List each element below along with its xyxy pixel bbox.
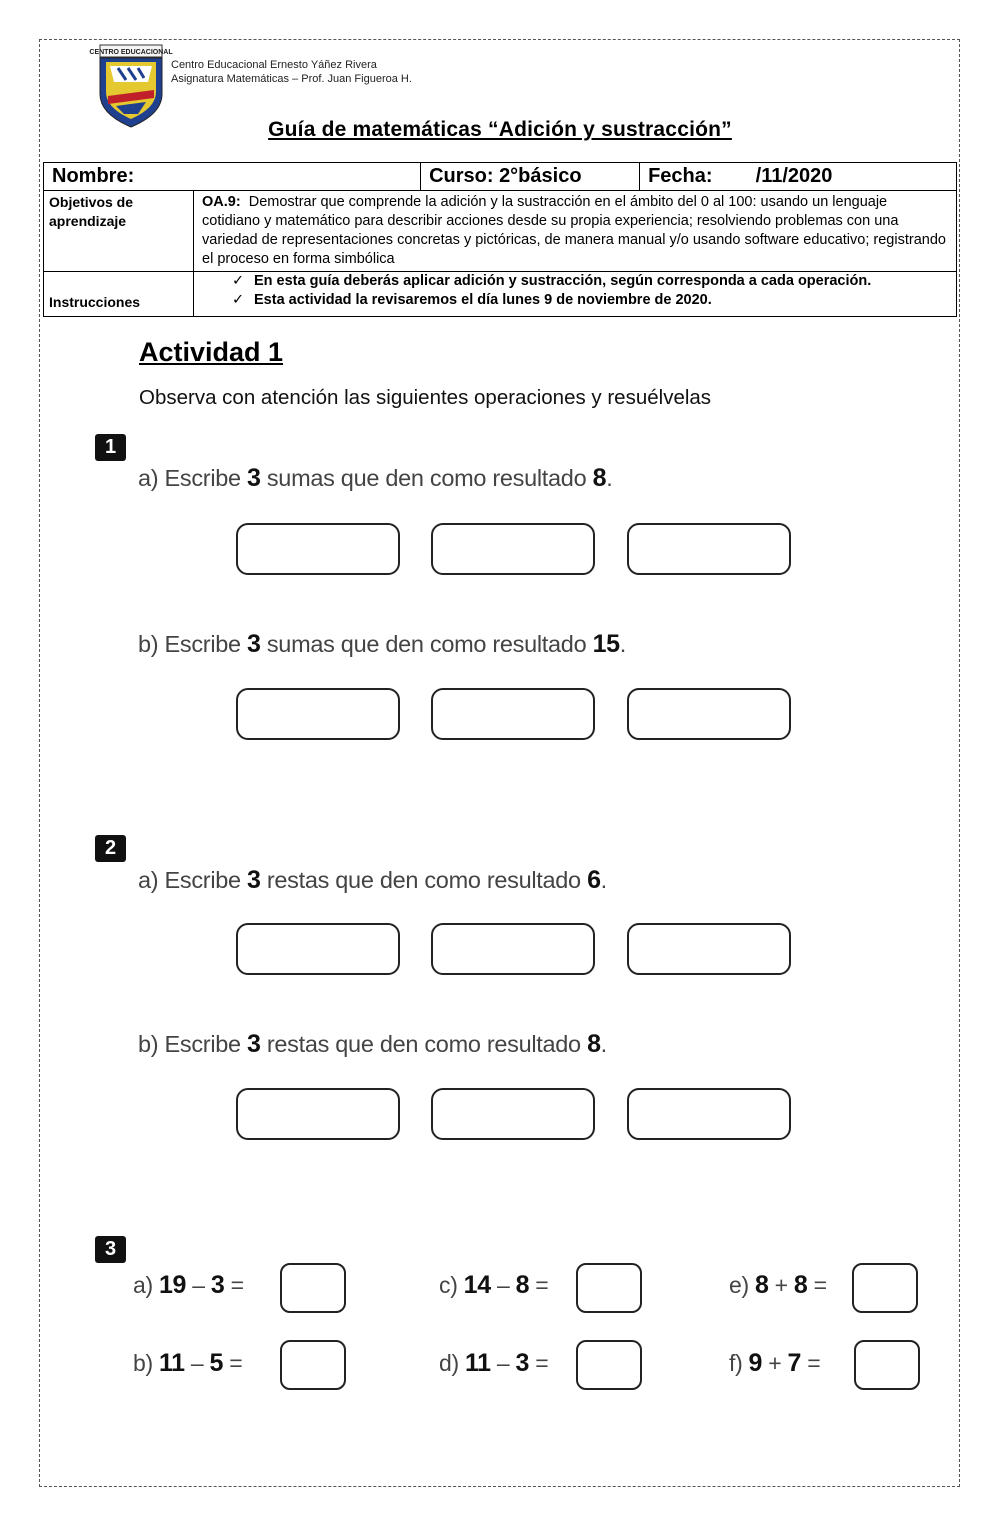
check-icon: ✓ (232, 273, 245, 289)
answer-box-2a-3[interactable] (627, 923, 791, 975)
operation-d: d) 11 – 3 = (439, 1349, 549, 1377)
answer-box-1a-1[interactable] (236, 523, 400, 575)
answer-box-1a-3[interactable] (627, 523, 791, 575)
answer-box-3c[interactable] (576, 1263, 642, 1313)
nombre-label: Nombre: (52, 165, 135, 187)
task-2b: b) Escribe 3 restas que den como resultado 8. (138, 1030, 607, 1058)
answer-box-1b-2[interactable] (431, 688, 595, 740)
instruction-text: En esta guía deberás aplicar adición y sustracción, según corresponda a cada operación. (254, 273, 872, 289)
answer-box-3f[interactable] (854, 1340, 920, 1390)
curso-cell (421, 163, 640, 191)
task-1b: b) Escribe 3 sumas que den como resultado 15. (138, 630, 627, 658)
fecha-cell[interactable] (640, 163, 957, 191)
operation-f: f) 9 + 7 = (729, 1349, 821, 1377)
answer-box-1a-2[interactable] (431, 523, 595, 575)
answer-box-3e[interactable] (852, 1263, 918, 1313)
instrucciones-cell (194, 272, 957, 317)
answer-box-2a-1[interactable] (236, 923, 400, 975)
fecha-label: Fecha: (648, 165, 713, 187)
operation-b: b) 11 – 5 = (133, 1349, 243, 1377)
instruction-text: Esta actividad la revisaremos el día lunes 9 de noviembre de 2020. (254, 292, 712, 308)
section-number-2: 2 (95, 835, 126, 862)
nombre-cell[interactable] (44, 163, 421, 191)
answer-box-3a[interactable] (280, 1263, 346, 1313)
objetivos-cell (194, 191, 957, 272)
section-number-1: 1 (95, 434, 126, 461)
answer-box-1b-1[interactable] (236, 688, 400, 740)
school-name: Centro Educacional Ernesto Yáñez Rivera (171, 59, 377, 71)
answer-box-3d[interactable] (576, 1340, 642, 1390)
info-table (43, 162, 957, 317)
answer-box-1b-3[interactable] (627, 688, 791, 740)
logo-text: CENTRO EDUCACIONAL (89, 49, 173, 56)
answer-box-2b-2[interactable] (431, 1088, 595, 1140)
operation-e: e) 8 + 8 = (729, 1271, 827, 1299)
activity-title: Actividad 1 (139, 337, 284, 367)
school-logo (89, 44, 173, 128)
answer-box-3b[interactable] (280, 1340, 346, 1390)
guide-title: Guía de matemáticas “Adición y sustracción” (268, 118, 732, 141)
objetivos-label: Objetivos de aprendizaje (44, 191, 194, 272)
section-number-3: 3 (95, 1236, 126, 1263)
instrucciones-list (194, 272, 956, 316)
operation-c: c) 14 – 8 = (439, 1271, 549, 1299)
fecha-value: /11/2020 (755, 165, 833, 187)
check-icon: ✓ (232, 292, 245, 308)
answer-box-2a-2[interactable] (431, 923, 595, 975)
subject-teacher: Asignatura Matemáticas – Prof. Juan Figueroa H. (171, 73, 412, 85)
task-1a: a) Escribe 3 sumas que den como resultado 8. (138, 464, 613, 492)
activity-subtitle: Observa con atención las siguientes operaciones y resuélvelas (139, 386, 712, 409)
curso-label: Curso: 2°básico (429, 165, 582, 187)
instruction-item (224, 272, 956, 291)
objetivos-text: Demostrar que comprende la adición y la sustracción en el ámbito del 0 al 100: usando un lenguaje cotidiano y matemático para describir acciones desde su propia experiencia; resolviendo problemas con una variedad de representaciones concretas y pictóricas, de manera manual y/o usando software educativo; registrando el proceso en forma simbólica (202, 194, 946, 267)
answer-box-2b-1[interactable] (236, 1088, 400, 1140)
operation-a: a) 19 – 3 = (133, 1271, 244, 1299)
task-2a: a) Escribe 3 restas que den como resultado 6. (138, 866, 607, 894)
instruction-item (224, 291, 956, 310)
instrucciones-label: Instrucciones (44, 272, 194, 317)
objetivos-code: OA.9: (202, 194, 241, 210)
answer-box-2b-3[interactable] (627, 1088, 791, 1140)
